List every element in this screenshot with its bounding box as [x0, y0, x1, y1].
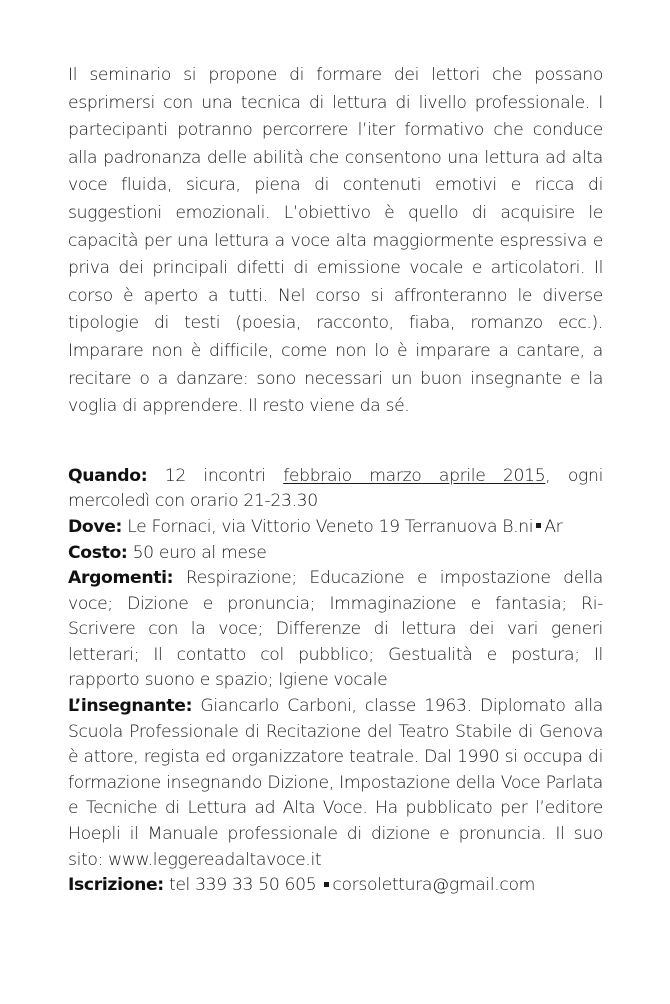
- iscrizione-row: [68, 873, 603, 899]
- quando-pre: 12 incontri: [164, 465, 266, 486]
- insegnante-row: [68, 694, 603, 873]
- dove-text: Le Fornaci, via Vittorio Veneto 19 Terranuova B.ni: [127, 516, 534, 537]
- costo-row: [68, 541, 603, 567]
- bullet-separator: [324, 882, 329, 887]
- iscrizione-label: Iscrizione:: [68, 875, 164, 896]
- dove-label: Dove:: [68, 516, 123, 537]
- bullet-separator: [536, 523, 541, 528]
- iscrizione-email: corsolettura@gmail.com: [332, 875, 536, 896]
- insegnante-text: Giancarlo Carboni, classe 1963. Diplomato alla Scuola Professionale di Recitazione del Teatro Stabile di Genova è attore, regista ed organizzatore teatrale. Dal 1990 si occupa di formazione insegnando Dizione, Impostazione della Voce Parlata e Tecniche di Lettura ad Alta Voce. Ha pubblicato per l’editore Hoepli il Manuale professionale di dizione e pronuncia. Il suo sito: www.leggereadaltavoce.it: [68, 696, 603, 870]
- info-section: [68, 464, 603, 899]
- quando-label: Quando:: [68, 465, 148, 486]
- intro-paragraph: Il seminario si propone di formare dei lettori che possano esprimersi con una tecnica di lettura di livello professionale. I partecipanti potranno percorrere l’iter formativo che conduce alla padronanza delle abilità che consentono una lettura ad alta voce fluida, sicura, piena di contenuti emotivi e ricca di suggestioni emozionali. L’obiettivo è quello di acquisire le capacità per una lettura a voce alta maggiormente espressiva e priva dei principali difetti di emissione vocale e articolatori. Il corso è aperto a tutti. Nel corso si affronteranno le diverse tipologie di testi (poesia, racconto, fiaba, romanzo ecc.). Imparare non è difficile, come non lo è imparare a cantare, a recitare o a danzare: sono necessari un buon insegnante e la voglia di apprendere. Il resto viene da sé.: [68, 65, 603, 417]
- quando-row: [68, 464, 603, 515]
- quando-months: febbraio marzo aprile 2015: [283, 465, 546, 486]
- costo-text: 50 euro al mese: [132, 542, 267, 563]
- costo-label: Costo:: [68, 542, 128, 563]
- dove-suffix: Ar: [544, 516, 563, 537]
- document-page: [68, 62, 603, 899]
- argomenti-text: Respirazione; Educazione e impostazione della voce; Dizione e pronuncia; Immaginazione e fantasia; Ri-Scrivere con la voce; Differenze di lettura dei vari generi letterari; Il contatto col pubblico; Gestualità e postura; Il rapporto suono e spazio; Igiene vocale: [68, 568, 603, 691]
- quando-post: , ogni mercoledì con orario 21-23.30: [68, 465, 603, 512]
- iscrizione-phone: tel 339 33 50 605: [168, 875, 317, 896]
- argomenti-label: Argomenti:: [68, 568, 174, 589]
- insegnante-label: L’insegnante:: [68, 696, 193, 717]
- dove-row: [68, 515, 603, 541]
- argomenti-row: [68, 566, 603, 694]
